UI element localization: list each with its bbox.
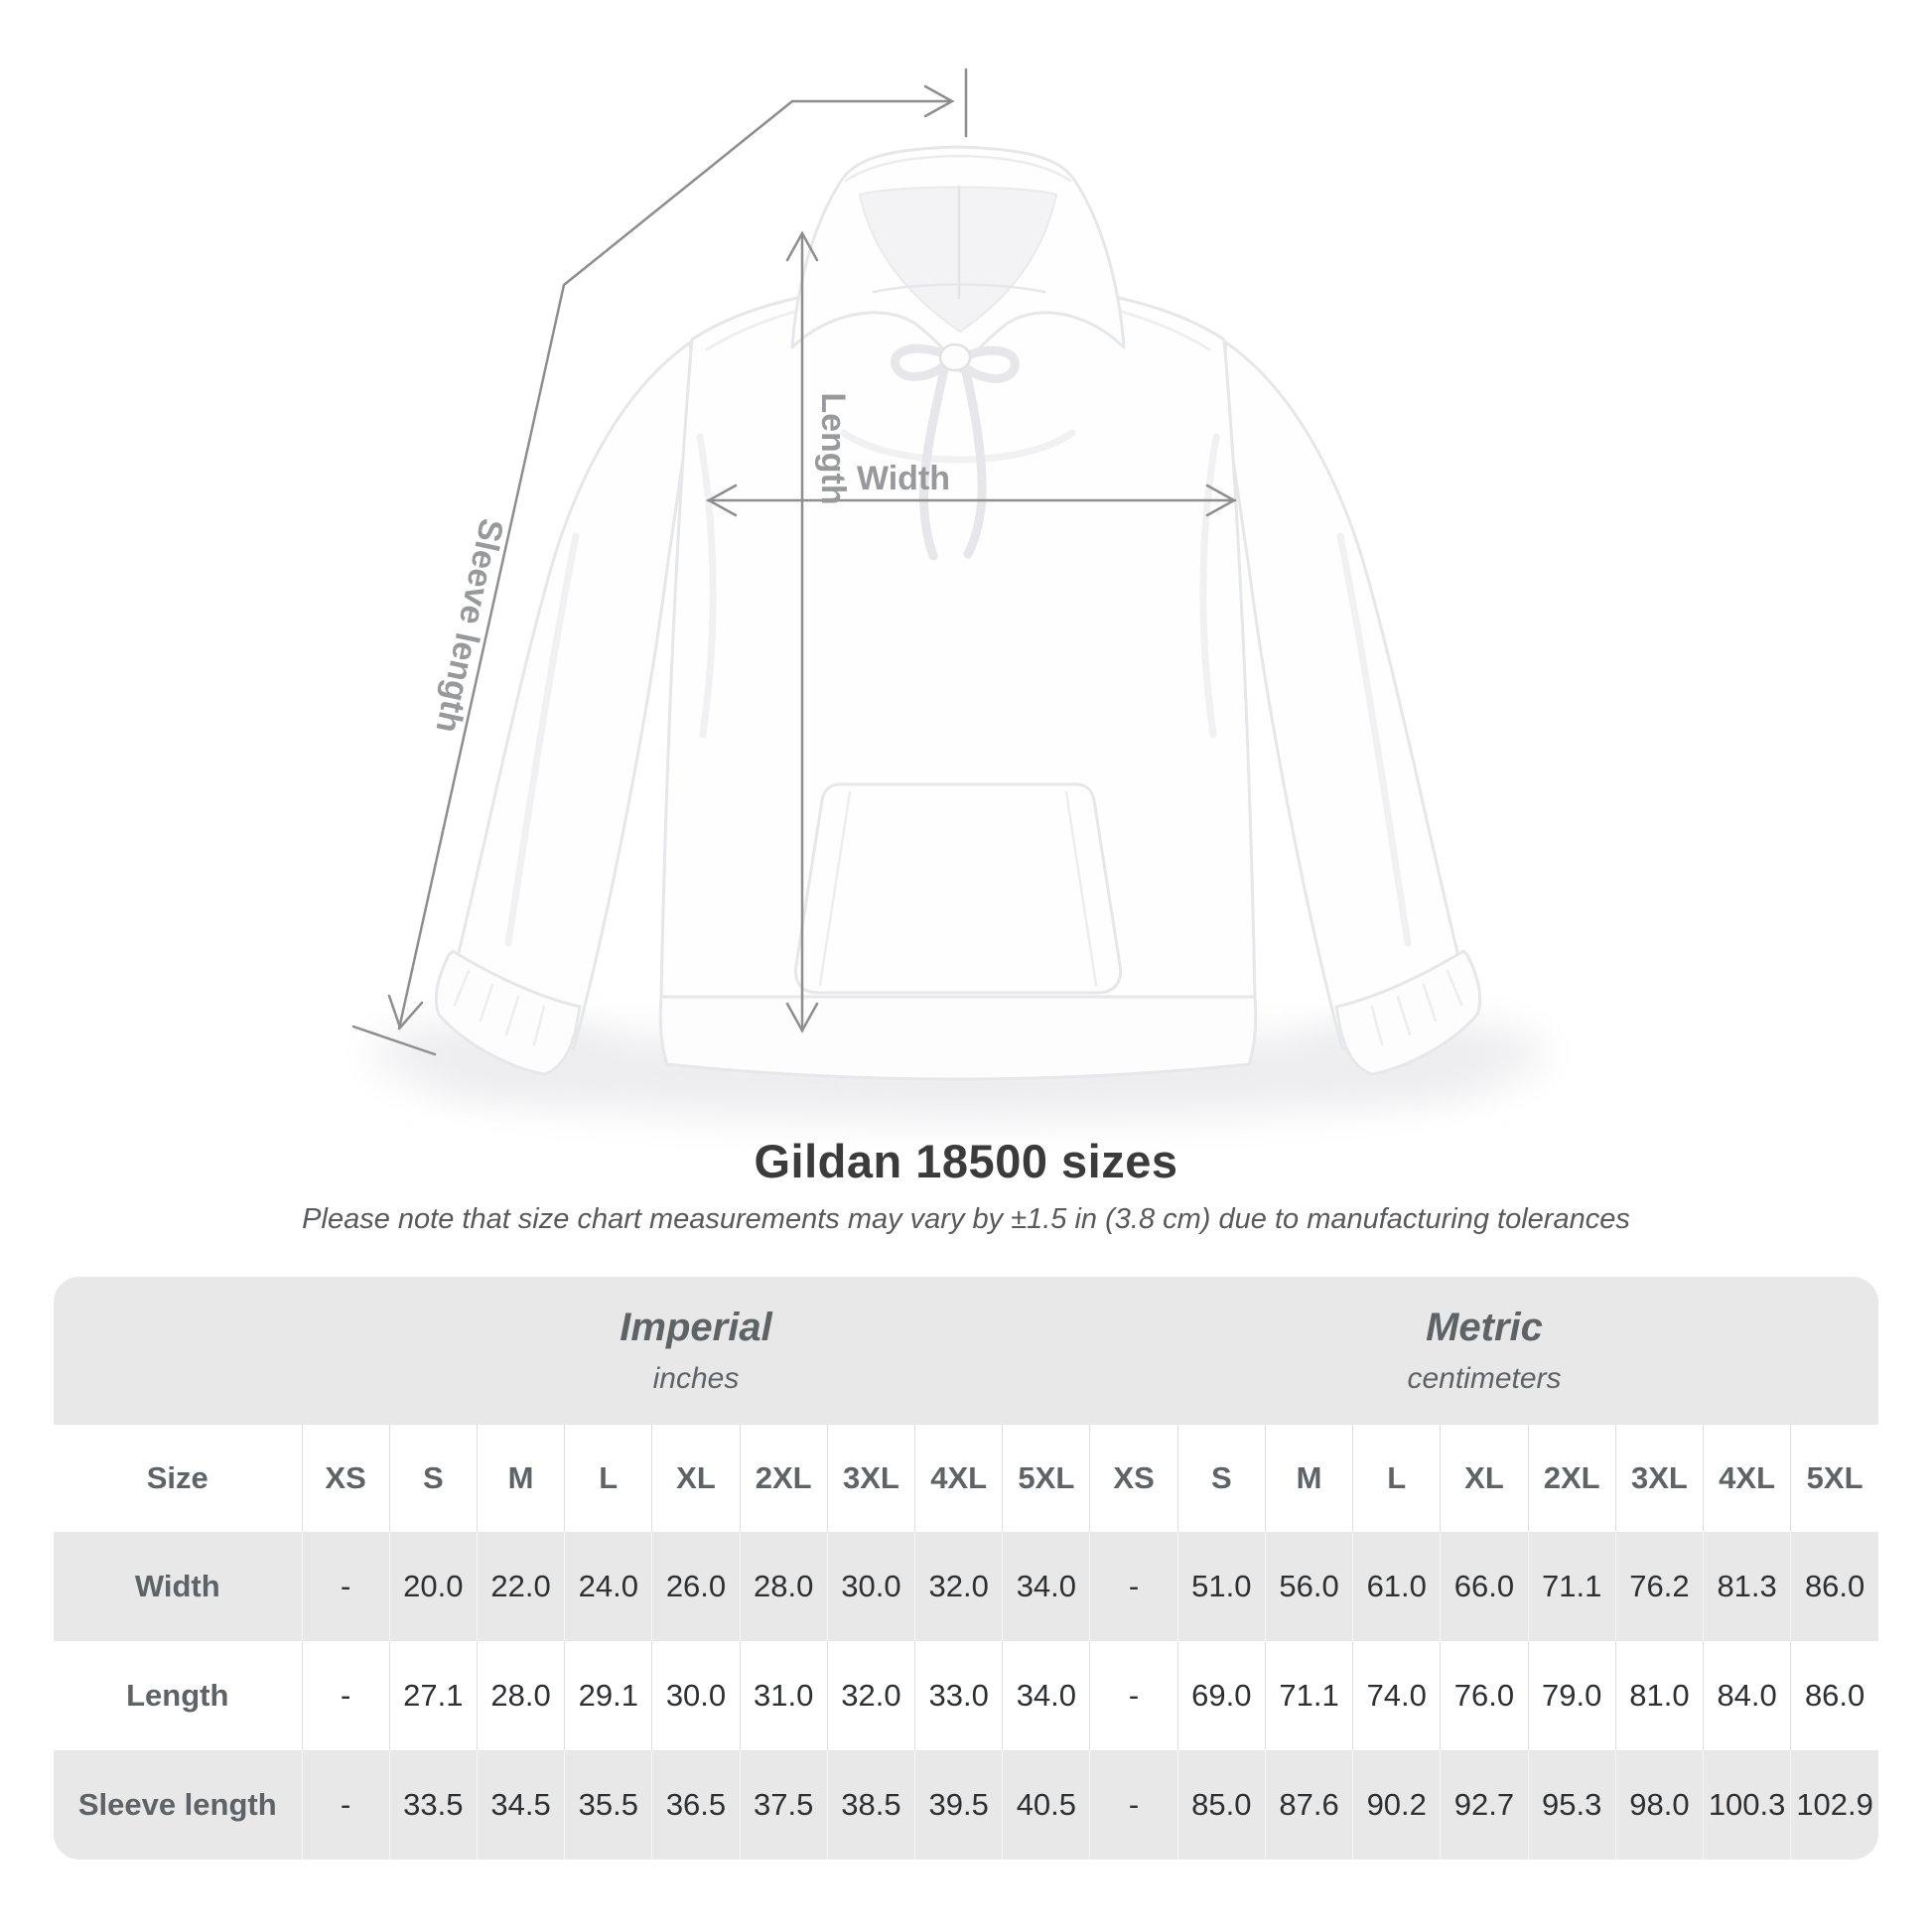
col-header-metric-3xl: 3XL	[1615, 1425, 1703, 1532]
value-cell: 84.0	[1704, 1641, 1791, 1750]
value-cell: 74.0	[1353, 1641, 1441, 1750]
value-cell: 35.5	[565, 1750, 652, 1860]
right-sleeve	[1221, 343, 1462, 1048]
value-cell: 71.1	[1265, 1641, 1352, 1750]
value-cell: 81.3	[1704, 1532, 1791, 1641]
value-cell: 26.0	[652, 1532, 740, 1641]
col-header-imperial-s: S	[389, 1425, 477, 1532]
table-row	[54, 1532, 1878, 1641]
value-cell: 76.0	[1441, 1641, 1528, 1750]
unit-group-unit: centimeters	[1407, 1362, 1562, 1395]
unit-band-row	[54, 1277, 1878, 1425]
unit-group-imperial	[302, 1277, 1090, 1425]
hem-band	[660, 997, 1256, 1079]
col-header-metric-4xl: 4XL	[1704, 1425, 1791, 1532]
size-header-row	[54, 1425, 1878, 1532]
value-cell: 24.0	[565, 1532, 652, 1641]
value-cell: 32.0	[915, 1532, 1003, 1641]
row-label: Width	[54, 1532, 302, 1641]
col-header-metric-5xl: 5XL	[1791, 1425, 1878, 1532]
value-cell: 30.0	[652, 1641, 740, 1750]
value-cell: 81.0	[1615, 1641, 1703, 1750]
value-cell: 90.2	[1353, 1750, 1441, 1860]
value-cell: 38.5	[827, 1750, 914, 1860]
col-header-metric-l: L	[1353, 1425, 1441, 1532]
value-cell: -	[302, 1750, 389, 1860]
value-cell: 39.5	[915, 1750, 1003, 1860]
value-cell: 61.0	[1353, 1532, 1441, 1641]
sleeve-length-label: Sleeve length	[428, 515, 511, 737]
title-block	[0, 1134, 1932, 1236]
value-cell: 87.6	[1265, 1750, 1352, 1860]
value-cell: 100.3	[1704, 1750, 1791, 1860]
value-cell: 34.0	[1003, 1641, 1090, 1750]
value-cell: 56.0	[1265, 1532, 1352, 1641]
value-cell: -	[1090, 1641, 1177, 1750]
value-cell: 69.0	[1177, 1641, 1265, 1750]
value-cell: 51.0	[1177, 1532, 1265, 1641]
col-header-imperial-3xl: 3XL	[827, 1425, 914, 1532]
table-row	[54, 1641, 1878, 1750]
unit-group-label: Imperial	[620, 1306, 772, 1349]
value-cell: 37.5	[740, 1750, 827, 1860]
value-cell: 76.2	[1615, 1532, 1703, 1641]
length-label: Length	[814, 392, 852, 505]
col-header-imperial-5xl: 5XL	[1003, 1425, 1090, 1532]
size-table-container	[54, 1277, 1878, 1860]
width-label: Width	[856, 460, 951, 497]
value-cell: -	[302, 1641, 389, 1750]
value-cell: 79.0	[1528, 1641, 1615, 1750]
col-header-imperial-4xl: 4XL	[915, 1425, 1003, 1532]
col-header-imperial-2xl: 2XL	[740, 1425, 827, 1532]
value-cell: -	[1090, 1532, 1177, 1641]
value-cell: 34.5	[477, 1750, 564, 1860]
unit-group-metric	[1090, 1277, 1878, 1425]
value-cell: 28.0	[740, 1532, 827, 1641]
value-cell: 32.0	[827, 1641, 914, 1750]
value-cell: 86.0	[1791, 1532, 1878, 1641]
value-cell: 34.0	[1003, 1532, 1090, 1641]
value-cell: 71.1	[1528, 1532, 1615, 1641]
size-col-header: Size	[54, 1425, 302, 1532]
value-cell: 92.7	[1441, 1750, 1528, 1860]
value-cell: 30.0	[827, 1532, 914, 1641]
value-cell: 98.0	[1615, 1750, 1703, 1860]
value-cell: 102.9	[1791, 1750, 1878, 1860]
value-cell: 31.0	[740, 1641, 827, 1750]
value-cell: 86.0	[1791, 1641, 1878, 1750]
page-title: Gildan 18500 sizes	[754, 1135, 1178, 1187]
value-cell: 33.5	[389, 1750, 477, 1860]
unit-group-unit: inches	[652, 1362, 740, 1395]
col-header-imperial-l: L	[565, 1425, 652, 1532]
kangaroo-pocket	[795, 784, 1120, 993]
value-cell: -	[302, 1532, 389, 1641]
col-header-imperial-xl: XL	[652, 1425, 740, 1532]
value-cell: 33.0	[915, 1641, 1003, 1750]
value-cell: 22.0	[477, 1532, 564, 1641]
value-cell: 36.5	[652, 1750, 740, 1860]
unit-group-label: Metric	[1426, 1306, 1543, 1349]
value-cell: 95.3	[1528, 1750, 1615, 1860]
row-label: Length	[54, 1641, 302, 1750]
tolerance-note: Please note that size chart measurements may vary by ±1.5 in (3.8 cm) due to manufacturing tolerances	[302, 1203, 1630, 1235]
value-cell: 40.5	[1003, 1750, 1090, 1860]
col-header-imperial-m: M	[477, 1425, 564, 1532]
drawstring-knot	[940, 345, 970, 370]
value-cell: 66.0	[1441, 1532, 1528, 1641]
col-header-metric-xl: XL	[1441, 1425, 1528, 1532]
value-cell: 20.0	[389, 1532, 477, 1641]
value-cell: 85.0	[1177, 1750, 1265, 1860]
value-cell: -	[1090, 1750, 1177, 1860]
hoodie-illustration	[436, 147, 1480, 1079]
band-corner	[54, 1277, 302, 1425]
row-label: Sleeve length	[54, 1750, 302, 1860]
col-header-imperial-xs: XS	[302, 1425, 389, 1532]
value-cell: 28.0	[477, 1641, 564, 1750]
value-cell: 29.1	[565, 1641, 652, 1750]
col-header-metric-s: S	[1177, 1425, 1265, 1532]
col-header-metric-m: M	[1265, 1425, 1352, 1532]
col-header-metric-xs: XS	[1090, 1425, 1177, 1532]
value-cell: 27.1	[389, 1641, 477, 1750]
col-header-metric-2xl: 2XL	[1528, 1425, 1615, 1532]
left-sleeve	[454, 343, 695, 1048]
size-table	[54, 1277, 1878, 1860]
table-row	[54, 1750, 1878, 1860]
